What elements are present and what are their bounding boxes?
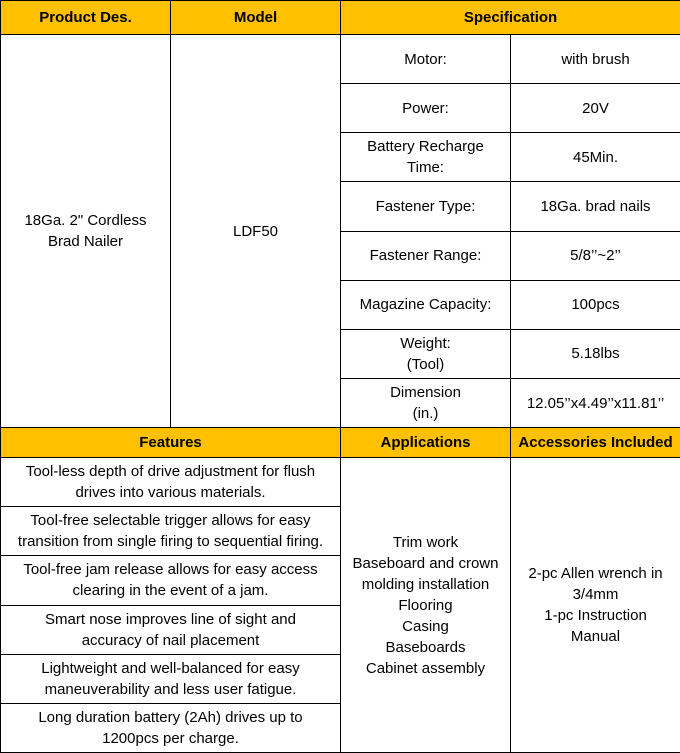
feature-line: 1200pcs per charge.	[102, 729, 239, 747]
spec-value: with brush	[511, 35, 680, 84]
spec-label-line: (in.)	[412, 405, 439, 423]
accessory-line: 1-pc Instruction	[544, 607, 647, 625]
feature-row	[1, 458, 680, 507]
application-item: Baseboard and crown	[352, 554, 499, 572]
feature-line: Tool-free jam release allows for easy access	[23, 561, 318, 579]
feature-line: Smart nose improves line of sight and	[45, 610, 296, 628]
spec-value: 45Min.	[511, 133, 680, 182]
application-item: Trim work	[392, 533, 459, 551]
feature-item	[1, 654, 341, 703]
feature-line: Lightweight and well-balanced for easy	[41, 659, 300, 677]
header-row	[1, 1, 680, 35]
accessory-line: Manual	[570, 628, 621, 646]
feature-line: Long duration battery (2Ah) drives up to	[38, 708, 303, 726]
feature-item	[1, 507, 341, 556]
application-item: Baseboards	[385, 638, 466, 656]
header-specification: Specification	[341, 1, 680, 35]
header-row-2	[1, 428, 680, 458]
spec-value: 12.05’’x4.49’’x11.81’’	[511, 378, 680, 427]
spec-label: Fastener Range:	[341, 231, 511, 280]
spec-label: Power:	[341, 84, 511, 133]
header-applications: Applications	[341, 428, 511, 458]
spec-value: 100pcs	[511, 280, 680, 329]
feature-line: Tool-free selectable trigger allows for easy	[30, 512, 311, 530]
accessory-line: 2-pc Allen wrench in	[528, 565, 663, 583]
feature-line: Tool-less depth of drive adjustment for flush	[25, 463, 316, 481]
application-item: molding installation	[361, 575, 490, 593]
feature-item	[1, 458, 341, 507]
spec-label-line: (Tool)	[406, 355, 445, 373]
feature-line: accuracy of nail placement	[81, 631, 260, 649]
product-description	[1, 35, 171, 428]
spec-label-line: Weight:	[400, 334, 451, 352]
header-features: Features	[1, 428, 341, 458]
product-description-line: 18Ga. 2" Cordless	[24, 212, 147, 230]
accessories-list	[511, 458, 680, 753]
application-item: Flooring	[398, 596, 453, 614]
application-item: Casing	[402, 617, 449, 635]
header-product-des: Product Des.	[1, 1, 171, 35]
feature-item	[1, 605, 341, 654]
spec-label: Fastener Type:	[341, 182, 511, 231]
feature-line: transition from single firing to sequential firing.	[17, 533, 324, 551]
header-model: Model	[171, 1, 341, 35]
feature-line: maneuverability and less user fatigue.	[44, 680, 297, 698]
spec-value: 18Ga. brad nails	[511, 182, 680, 231]
spec-label	[341, 378, 511, 427]
spec-label: Motor:	[341, 35, 511, 84]
spec-label	[341, 329, 511, 378]
applications-list	[341, 458, 511, 753]
spec-value: 5.18lbs	[511, 329, 680, 378]
feature-line: drives into various materials.	[75, 484, 266, 502]
spec-label-line: Dimension	[390, 384, 461, 402]
spec-label-line: Time:	[407, 159, 444, 177]
feature-item	[1, 556, 341, 605]
spec-value: 5/8’’~2’’	[511, 231, 680, 280]
spec-value: 20V	[511, 84, 680, 133]
accessory-line: 3/4mm	[572, 586, 619, 604]
header-accessories: Accessories Included	[511, 428, 680, 458]
product-description-line: Brad Nailer	[47, 233, 124, 251]
feature-line: clearing in the event of a jam.	[72, 582, 269, 600]
spec-row	[1, 35, 680, 84]
spec-label: Magazine Capacity:	[341, 280, 511, 329]
feature-item	[1, 703, 341, 752]
spec-label-line: Battery Recharge	[367, 138, 484, 156]
product-model: LDF50	[171, 35, 341, 428]
spec-label	[341, 133, 511, 182]
application-item: Cabinet assembly	[365, 659, 486, 677]
